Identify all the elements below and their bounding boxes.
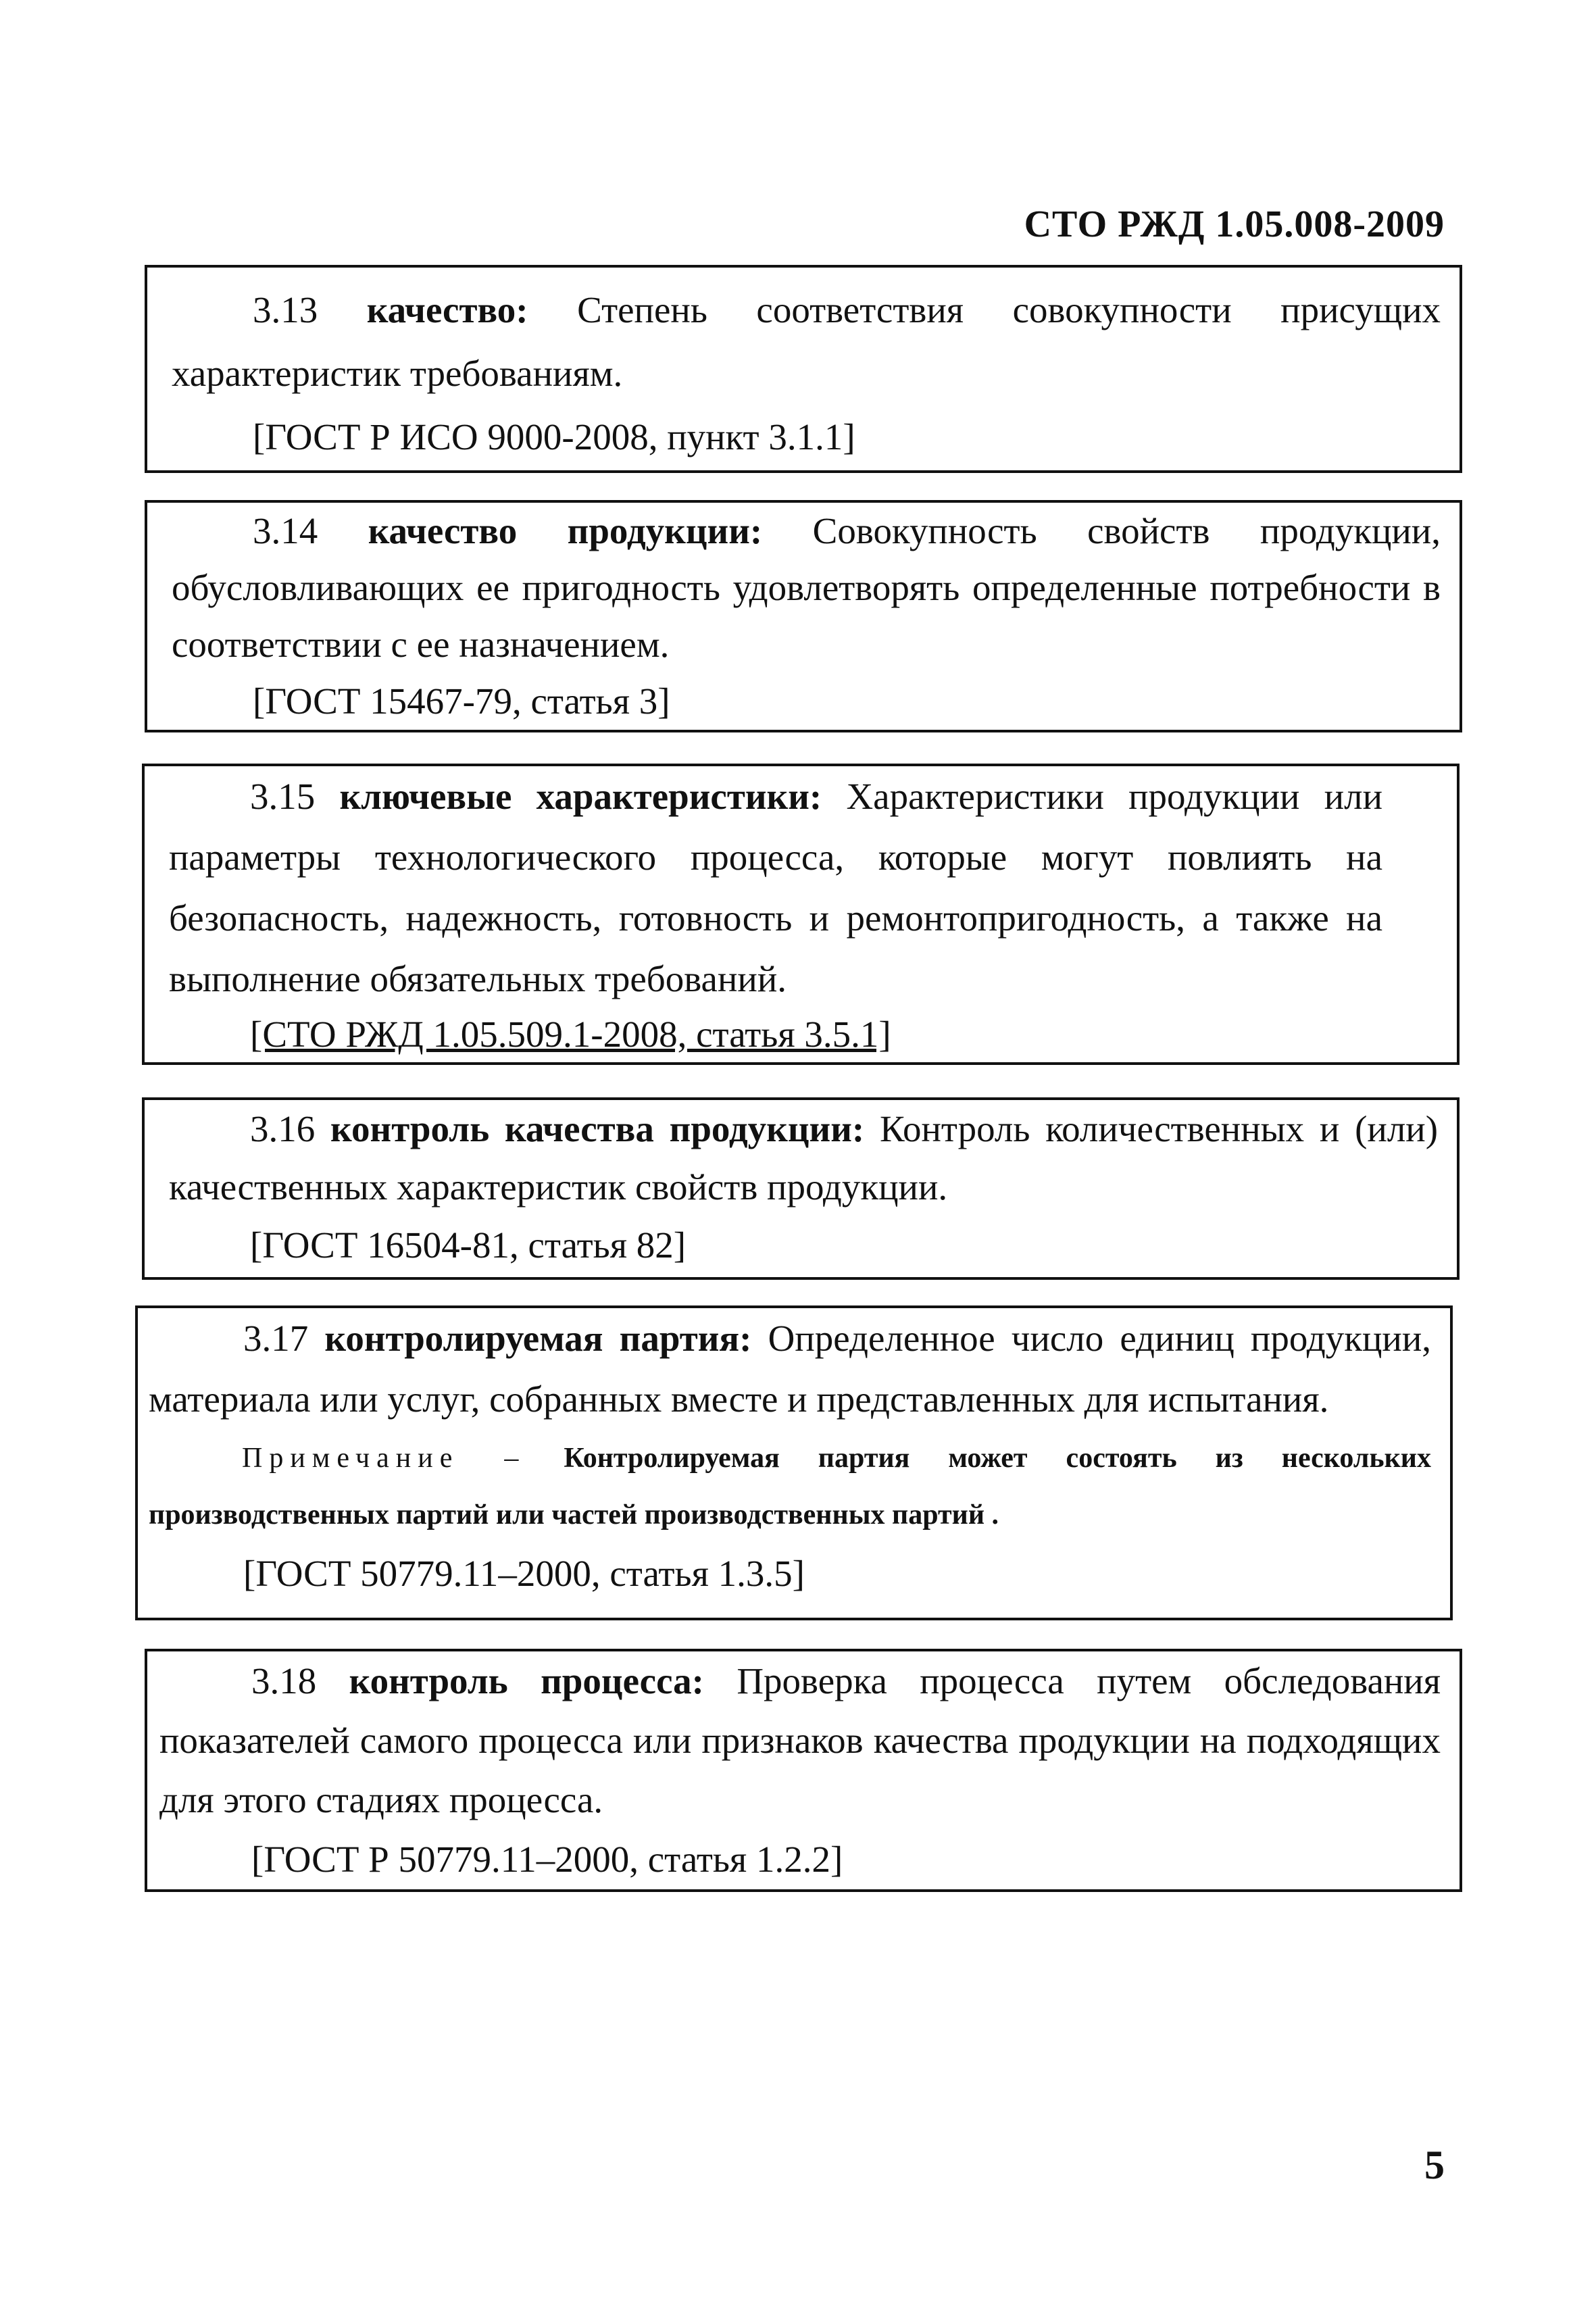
term-note xyxy=(149,1430,1431,1543)
term-number: 3.18 xyxy=(251,1660,317,1701)
term-reference: [ГОСТ 16504-81, статья 82] xyxy=(250,1224,687,1266)
term-definition: Характеристики продукции или параметры технологического процесса, которые могут повлиять на безопасность, надежность, готовность и ремонтопригодность, а также на выполнение обязательных требований. xyxy=(169,776,1383,999)
term-paragraph xyxy=(172,503,1441,673)
document-code: СТО РЖД 1.05.008-2009 xyxy=(1024,203,1445,245)
term-number: 3.16 xyxy=(250,1108,316,1149)
term-definition: Контроль количественных и (или) качественных характеристик свойств продукции. xyxy=(169,1108,1439,1208)
term-number: 3.13 xyxy=(253,289,318,330)
term-name: контролируемая партия: xyxy=(324,1318,752,1359)
term-name: ключевые характеристики: xyxy=(339,776,822,817)
term-paragraph xyxy=(149,1308,1431,1430)
term-number: 3.17 xyxy=(243,1318,309,1359)
term-paragraph xyxy=(169,766,1382,1010)
term-reference: [ГОСТ Р 50779.11–2000, статья 1.2.2] xyxy=(251,1839,843,1880)
term-entry-3-16 xyxy=(142,1097,1460,1280)
term-name: контроль качества продукции: xyxy=(330,1108,865,1149)
note-label: Примечание – xyxy=(242,1443,526,1474)
term-name: качество: xyxy=(366,289,528,330)
note-text: Контролируемая партия может состоять из нескольких производственных партий или частей производственных партий . xyxy=(149,1443,1432,1530)
term-paragraph xyxy=(159,1651,1441,1830)
term-reference: [ГОСТ Р ИСО 9000-2008, пункт 3.1.1] xyxy=(253,416,855,457)
term-reference: [ГОСТ 50779.11–2000, статья 1.3.5] xyxy=(243,1553,805,1594)
term-number: 3.15 xyxy=(250,776,316,817)
term-entry-3-14 xyxy=(145,500,1462,732)
term-definition: Определенное число единиц продукции, материала или услуг, собранных вместе и представленных для испытания. xyxy=(149,1318,1432,1420)
term-reference: [СТО РЖД 1.05.509.1-2008, статья 3.5.1] xyxy=(250,1014,891,1055)
term-entry-3-13 xyxy=(145,265,1462,473)
term-reference: [ГОСТ 15467-79, статья 3] xyxy=(253,680,670,722)
term-name: качество продукции: xyxy=(368,510,763,551)
term-entry-3-18 xyxy=(145,1649,1462,1892)
term-paragraph xyxy=(169,1100,1438,1216)
term-definition: Совокупность свойств продукции, обусловливающих ее пригодность удовлетворять определенные потребности в соответствии с ее назначением. xyxy=(172,510,1441,665)
term-name: контроль процесса: xyxy=(349,1660,704,1701)
term-paragraph xyxy=(172,278,1441,405)
term-number: 3.14 xyxy=(253,510,318,551)
term-entry-3-17 xyxy=(135,1305,1453,1620)
page-number: 5 xyxy=(1424,2143,1445,2187)
term-definition: Проверка процесса путем обследования показателей самого процесса или признаков качества продукции на подходящих для этого стадиях процесса. xyxy=(159,1660,1441,1820)
term-entry-3-15 xyxy=(142,764,1460,1065)
term-definition: Степень соответствия совокупности присущих характеристик требованиям. xyxy=(172,289,1441,394)
